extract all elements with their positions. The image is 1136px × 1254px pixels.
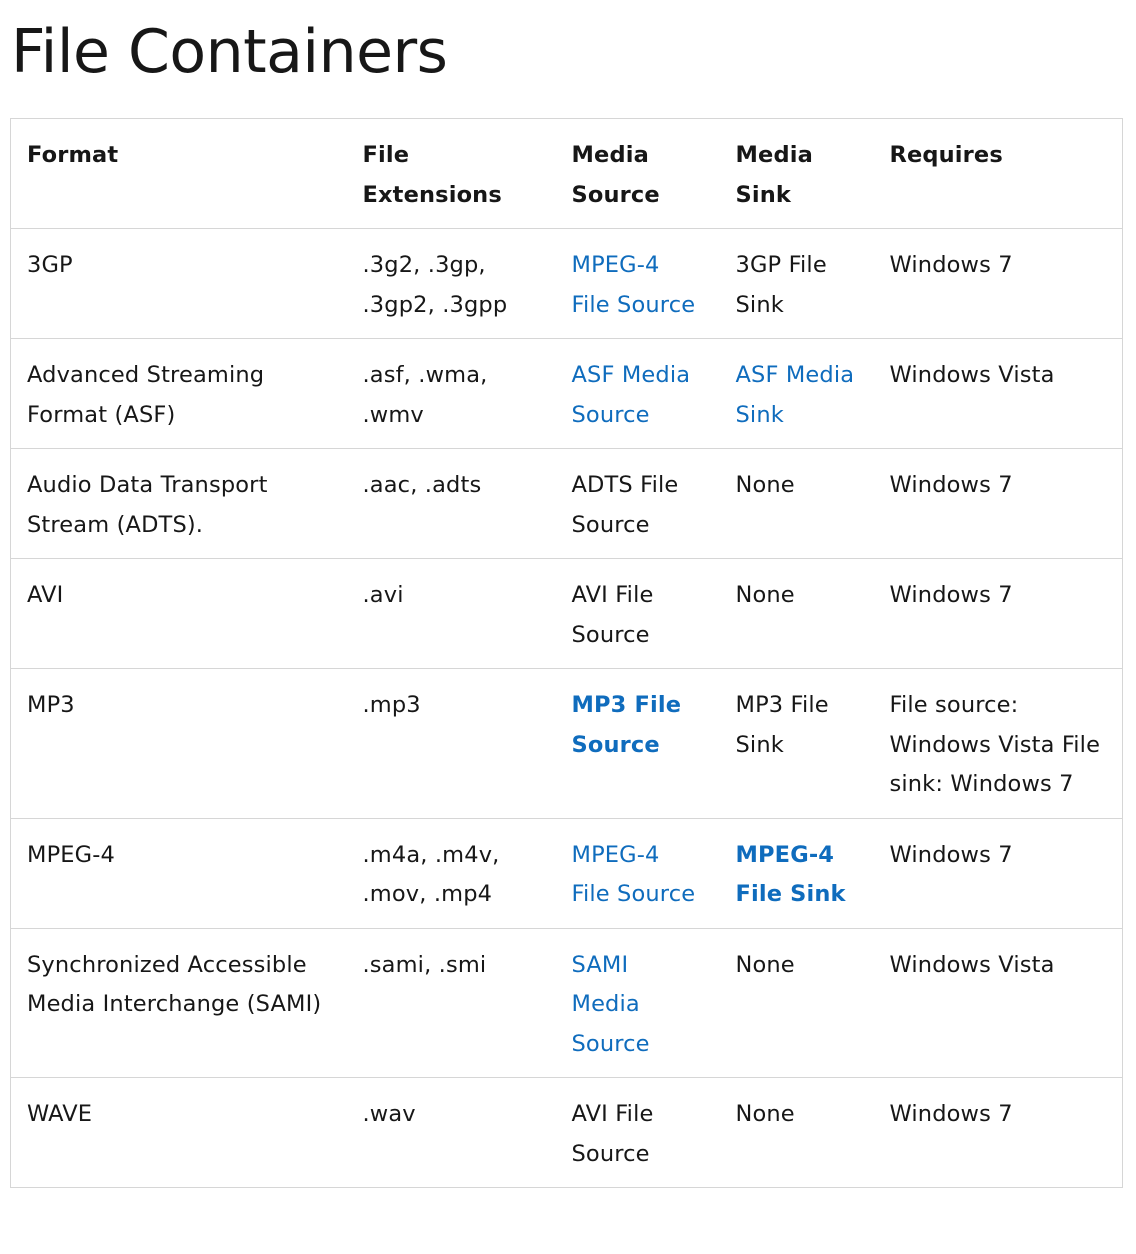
asf-media-source-link[interactable]: ASF Media Source — [571, 362, 691, 428]
header-requires: Requires — [874, 119, 1123, 229]
cell-requires: Windows Vista — [874, 339, 1123, 449]
cell-media-source: AVI File Source — [556, 559, 720, 669]
cell-media-sink: MP3 File Sink — [720, 669, 874, 819]
file-containers-table — [10, 118, 1123, 1188]
cell-extensions: .avi — [347, 559, 556, 669]
cell-media-source — [556, 229, 720, 339]
cell-format: Synchronized Accessible Media Interchange (SAMI) — [11, 928, 347, 1078]
cell-requires: Windows 7 — [874, 1078, 1123, 1188]
cell-requires: Windows Vista — [874, 928, 1123, 1078]
header-format: Format — [11, 119, 347, 229]
cell-extensions: .wav — [347, 1078, 556, 1188]
cell-format: Advanced Streaming Format (ASF) — [11, 339, 347, 449]
cell-media-sink: None — [720, 559, 874, 669]
cell-media-sink: None — [720, 928, 874, 1078]
cell-media-sink: None — [720, 449, 874, 559]
cell-media-source — [556, 818, 720, 928]
mpeg4-file-source-link[interactable]: MPEG-4 File Source — [571, 252, 696, 318]
cell-requires: Windows 7 — [874, 229, 1123, 339]
cell-extensions: .sami, .smi — [347, 928, 556, 1078]
cell-format: Audio Data Transport Stream (ADTS). — [11, 449, 347, 559]
cell-requires: Windows 7 — [874, 449, 1123, 559]
table-row — [11, 229, 1123, 339]
cell-media-sink: 3GP File Sink — [720, 229, 874, 339]
table-row — [11, 1078, 1123, 1188]
page-title: File Containers — [11, 17, 448, 87]
mp3-file-source-link[interactable]: MP3 File Source — [571, 692, 682, 758]
header-media-source: Media Source — [556, 119, 720, 229]
cell-format: AVI — [11, 559, 347, 669]
table-row — [11, 928, 1123, 1078]
sami-media-source-link[interactable]: SAMI Media Source — [571, 951, 650, 1057]
cell-media-sink — [720, 818, 874, 928]
cell-extensions: .3g2, .3gp, .3gp2, .3gpp — [347, 229, 556, 339]
table-row — [11, 818, 1123, 928]
cell-media-source — [556, 928, 720, 1078]
cell-extensions: .aac, .adts — [347, 449, 556, 559]
cell-extensions: .asf, .wma, .wmv — [347, 339, 556, 449]
cell-media-source: ADTS File Source — [556, 449, 720, 559]
cell-format: 3GP — [11, 229, 347, 339]
header-media-sink: Media Sink — [720, 119, 874, 229]
cell-extensions: .mp3 — [347, 669, 556, 819]
cell-format: MPEG-4 — [11, 818, 347, 928]
cell-media-sink: None — [720, 1078, 874, 1188]
cell-format: MP3 — [11, 669, 347, 819]
cell-requires: File source: Windows Vista File sink: Windows 7 — [874, 669, 1123, 819]
cell-extensions: .m4a, .m4v, .mov, .mp4 — [347, 818, 556, 928]
asf-media-sink-link[interactable]: ASF Media Sink — [735, 362, 855, 428]
mpeg4-file-source-link[interactable]: MPEG-4 File Source — [571, 841, 696, 907]
table-row — [11, 449, 1123, 559]
header-file-extensions: File Extensions — [347, 119, 556, 229]
table-row — [11, 559, 1123, 669]
cell-media-source: AVI File Source — [556, 1078, 720, 1188]
mpeg4-file-sink-link[interactable]: MPEG-4 File Sink — [735, 841, 846, 907]
table-row — [11, 339, 1123, 449]
cell-media-source — [556, 669, 720, 819]
cell-requires: Windows 7 — [874, 818, 1123, 928]
table-header-row — [11, 119, 1123, 229]
table-row — [11, 669, 1123, 819]
cell-media-sink — [720, 339, 874, 449]
cell-media-source — [556, 339, 720, 449]
cell-format: WAVE — [11, 1078, 347, 1188]
cell-requires: Windows 7 — [874, 559, 1123, 669]
